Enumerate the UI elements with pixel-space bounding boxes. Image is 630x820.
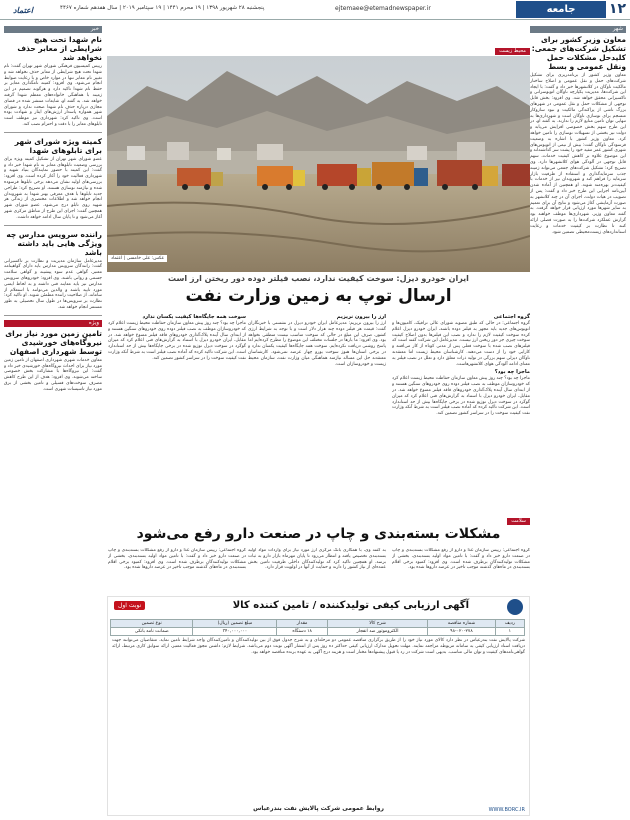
table-cell: ۳۴۰,۰۰۰,۰۰۰ bbox=[193, 628, 277, 636]
page-header bbox=[0, 0, 630, 20]
divider bbox=[4, 225, 102, 226]
newspaper-logo: اعتماد bbox=[12, 5, 34, 15]
section-label: جامعه bbox=[516, 1, 606, 18]
second-story-body-b: به گفته وی، با همکاری بانک مرکزی ارز مورد نیاز برای واردات مواد اولیه بسته‌بندی تخصیص یافته و انتظار می‌رود تا پایان مهرماه بازار دارو به ثبات برسد. او همچنین تاکید کرد که تولیدکنندگان داخلی ظرفیت تامین بخش عمده‌ای از نیاز کشور را دارند و حمایت از آنها در اولویت قرار دارد. bbox=[248, 548, 386, 571]
main-story-subhead: گروه اجتماعی bbox=[493, 314, 530, 320]
table-cell: الکتروموتور ضد انفجار bbox=[327, 628, 427, 636]
ad-col-header: مقدار bbox=[277, 620, 328, 628]
dateline: پنجشنبه ۲۸ شهریور ۱۳۹۸ | ۱۹ محرم ۱۴۴۱ | ۱۹ سپتامبر ۲۰۱۹ | سال هفدهم شماره ۴۴۶۷ bbox=[60, 5, 265, 11]
left-story-3-headline: راننده سرویس مدارس چه ویژگی هایی باید داشته باشد bbox=[6, 229, 102, 257]
left-story-3-body: مدیرعامل سازمان مدیریت و نظارت بر تاکسیرانی گفت: رانندگان سرویس مدارس باید دارای گواهینامه معتبر، گواهی عدم سوء پیشینه و گواهی سلامت جسمی و روانی باشند. وی افزود: خودروهای سرویس مدارس نیز باید معاینه فنی داشته و به لحاظ ایمنی مورد تایید باشند و والدین می‌توانند با استعلام از سامانه، از صلاحیت راننده مطمئن شوند. او تاکید کرد: نظارت بر سرویس‌ها در طول سال تحصیلی به طور مستمر انجام خواهد شد. bbox=[4, 258, 102, 310]
main-story-subhead: ارز را بیرون نریزیم bbox=[336, 314, 386, 320]
ad-footer: روابط عمومی شرکت پالایش نفت بندرعباس bbox=[253, 805, 384, 812]
main-story-body-c: ارز را بیرون نریزیم: مدیرعامل ایران خودرو دیزل در نشستی با خبرنگاران گفت: قیمت هر فیلتر دوده چند هزار دلار است و با توجه به شرایط ارزی کشور، صرف این مبلغ در حالی که سوخت مناسب نیست منطقی نخواهد بود. وی افزود: ما بارها در جلسات مختلف این موضوع را مطرح کرده‌ایم اما پاسخ روشنی دریافت نکرده‌ایم. سوخت همه جایگاه‌ها کیفیت یکسان ندارد و در برخی استان‌ها هنوز سوخت یورو چهار عرضه نمی‌شود. کارشناسان معتقدند حل این مساله نیازمند هماهنگی میان وزارت نفت، سازمان محیط زیست و خودروسازان است. bbox=[248, 321, 386, 367]
ad-col-header: نوع تضمین bbox=[111, 620, 193, 628]
left-story-2-body: عضو شورای شهر تهران از تشکیل کمیته ویژه برای بررسی وضعیت تابلوهای معابر به نام شهدا خبر داد و گفت: این کمیته با حضور نمایندگان بنیاد شهید و شهرداری فعالیت خود را آغاز کرده است. وی افزود: بررسی‌های اولیه نشان می‌دهد برخی تابلوها فرسوده شده و نیازمند نوسازی هستند. او تصریح کرد: طراحی جدید تابلوها با هدف معرفی بهتر شهدا به شهروندان انجام خواهد شد و اطلاعات مختصری از زندگی هر شهید روی تابلو درج می‌شود. عضو شورای شهر همچنین گفت: اجرای این طرح از مناطق مرکزی شهر آغاز می‌شود و تا پایان سال ادامه خواهد داشت. bbox=[4, 156, 102, 220]
left-column bbox=[4, 26, 102, 816]
second-story-headline: مشکلات بسته‌بندی و چاپ در صنعت دارو رفع می‌شود bbox=[136, 526, 501, 542]
main-story-kicker: ایران خودرو دیزل: سوخت کیفیت ندارد، نصب فیلتر دوده دور ریختن ارز است bbox=[168, 274, 469, 283]
left-column-tag-2: ویژه bbox=[4, 320, 102, 327]
second-story-tag: سلامت bbox=[507, 518, 530, 525]
divider bbox=[4, 132, 102, 133]
main-story-subhead: ماجرا چه بود؟ bbox=[494, 369, 530, 376]
divider bbox=[4, 315, 102, 316]
ad-badge: نوبت اول bbox=[114, 601, 145, 610]
left-story-2-headline: کمیته ویژه شورای شهر برای تابلوهای شهدا bbox=[14, 136, 102, 155]
ad-col-header: مبلغ تضمین (ریال) bbox=[193, 620, 277, 628]
ad-body: شرکت پالایش نفت بندرعباس در نظر دارد کالای مورد نیاز خود را از طریق برگزاری مناقصه عمومی دو مرحله‌ای و به شرح جدول فوق از بین تولیدکنندگان و تامین‌کنندگان واجد شرایط تامین نماید. متقاضیان می‌توانند جهت دریافت اسناد ارزیابی کیفی به سامانه مربوطه مراجعه نمایند. مهلت تحویل مدارک ارزیابی کیفی حداکثر ده روز پس از انتشار آگهی نوبت دوم می‌باشد. شرایط لازم: داشتن مجوز فعالیت معتبر، ارائه سوابق کاری مرتبط، ارائه گواهی‌نامه‌های کیفیت و توان مالی مناسب. بدیهی است شرکت در رد یا قبول پیشنهادها مختار است و هزینه درج آگهی به عهده برنده مناقصه خواهد بود. bbox=[112, 638, 525, 655]
right-column-tag: شهر bbox=[530, 26, 626, 33]
left-story-1-body: رییس کمیسیون فرهنگی شورای شهر تهران گفت: نام شهدا تحت هیچ شرایطی از معابر حذف نخواهد شد و تغییر نام معابر تنها در موارد خاص و با رعایت ضوابط انجام می‌شود. وی افزود: کمیته نامگذاری معابر بر حفظ نام شهدا تاکید دارد و هرگونه تصمیم در این زمینه با هماهنگی خانواده‌های معظم شهدا گرفته خواهد شد. به گفته او، شایعات منتشر شده در فضای مجازی درباره حذف نام شهدا صحت ندارد و شورای شهر همواره پاسدار ارزش‌های ایثار و شهادت بوده است. وی تاکید کرد: شهرداری نیز موظف است تابلوهای معابر را با دقت و احترام نصب کند. bbox=[4, 64, 102, 127]
table-row bbox=[111, 628, 525, 636]
main-story-body-a: گروه اجتماعی: در حالی که طبق مصوبه شورای عالی ترافیک، کامیون‌ها و اتوبوس‌های جدید باید مجهز به فیلتر دوده باشند، ایران خودرو دیزل اعلام کرده سوخت کیفیت لازم را ندارد و نصب این فیلترها بدون اصلاح کیفیت سوخت چیزی جز دور ریختن ارز نیست. مدیرعامل این شرکت گفته است که فیلترهای نصب شده با سوخت فعلی پس از مدتی کوتاه از کار می‌افتند و کارایی خود را از دست می‌دهند. کارشناسان محیط زیست اما معتقدند ناوگان دیزلی سهم بزرگی در تولید ذرات معلق دارد و تعلل در نصب فیلتر به معنای ادامه آلودگی هوای کلانشهرهاست. bbox=[392, 321, 530, 367]
second-story-col-1 bbox=[392, 548, 530, 592]
main-story-body-b-cont: ماجرا چه بود؟ چند روز پیش معاون سازمان حفاظت محیط زیست اعلام کرد که خودروسازان موظف به نصب فیلتر دوده روی خودروهای سنگین هستند و از ابتدای سال آینده پلاک‌گذاری خودروهای فاقد فیلتر ممنوع خواهد شد. در مقابل، ایران خودرو دیزل با استناد به گزارش‌های فنی اعلام کرد که میزان گوگرد در سوخت دیزل توزیع شده در برخی جایگاه‌ها بیش از حد استاندارد است. این شرکت تاکید کرده که آماده نصب فیلتر است به شرط آنکه وزارت نفت کیفیت سوخت را در سراسر کشور تضمین کند. bbox=[108, 321, 246, 361]
right-column-headline: معاون وزیر کشور برای تشکیل شرکت‌های جمعی: کلیدحل مشکلات حمل ونقل عمومی و بسط bbox=[531, 35, 626, 71]
company-logo-icon bbox=[507, 599, 523, 615]
main-photo bbox=[107, 56, 530, 272]
second-story-col-2 bbox=[248, 548, 386, 592]
right-column-body: معاون وزیر کشور از برنامه‌ریزی برای تشکیل شرکت‌های حمل و نقل عمومی و اصلاح ساختار مالکیت ناوگان در کلانشهرها خبر داد و گفت: با ایجاد این شرکت‌ها، مدیریت یکپارچه ناوگان اتوبوسرانی و تاکسیرانی محقق خواهد شد. وی افزود: بخش قابل توجهی از مشکلات حمل و نقل عمومی در شهرهای بزرگ ناشی از پراکندگی مالکیت و نبود سازوکار منسجم برای نوسازی ناوگان است و شهرداری‌ها به تنهایی توان تامین منابع لازم را ندارند. به گفته او، در این طرح سهم بخش خصوصی افزایش می‌یابد و دولت نیز بخشی از تسهیلات نوسازی را تامین خواهد کرد. معاون وزیر کشور با اشاره به وضعیت فرسودگی ناوگان گفت: بیش از نیمی از اتوبوس‌های شهری کشور عمر مفید خود را پشت سر گذاشته‌اند و این موضوع علاوه بر کاهش کیفیت خدمات، سهم قابل توجهی در آلودگی هوای کلانشهرها دارد. وی تصریح کرد: تشکیل شرکت‌های جمعی می‌تواند زمینه جذب سرمایه‌گذاری و استفاده از ظرفیت بازار سرمایه را فراهم کند و شهروندان نیز از خدمات با کیفیت‌تر بهره‌مند شوند. او همچنین از آماده شدن آیین‌نامه اجرایی این طرح خبر داد و گفت: پس از تصویب در هیات دولت، اجرای آن در چند کلانشهر به صورت آزمایشی آغاز می‌شود و نتایج آن برای تعمیم به سایر شهرها مورد ارزیابی قرار خواهد گرفت. به گفته معاون وزیر، شهرداری‌ها موظف خواهند بود گزارش عملکرد شرکت‌ها را به صورت فصلی ارائه کنند تا نظارت بر کیفیت خدمات و رعایت استانداردهای زیست‌محیطی تضمین شود. bbox=[530, 73, 626, 235]
ad-header bbox=[108, 597, 529, 617]
tender-advertisement bbox=[107, 596, 530, 816]
left-story-4-headline: تامین زمین مورد نیاز برای نیروگاه‌های خورشیدی توسط شهرداری اصفهان bbox=[5, 328, 102, 356]
main-story-tag: محیط زیست bbox=[495, 48, 530, 55]
main-story-body-b: ماجرا چه بود؟ چند روز پیش معاون سازمان حفاظت محیط زیست اعلام کرد که خودروسازان موظف به نصب فیلتر دوده روی خودروهای سنگین هستند و از ابتدای سال آینده پلاک‌گذاری خودروهای فاقد فیلتر ممنوع خواهد شد. در مقابل، ایران خودرو دیزل با استناد به گزارش‌های فنی اعلام کرد که میزان گوگرد در سوخت دیزل توزیع شده در برخی جایگاه‌ها بیش از حد استاندارد است. این شرکت تاکید کرده که آماده نصب فیلتر است به شرط آنکه وزارت نفت کیفیت سوخت را در سراسر کشور تضمین کند. bbox=[392, 376, 530, 417]
photo-credit: عکس: علی خامسی | اعتماد bbox=[108, 255, 167, 262]
table-cell: ۱۸ دستگاه bbox=[277, 628, 328, 636]
truck-yard-photo bbox=[107, 56, 530, 272]
section-email: ejtemaee@etemadnewspaper.ir bbox=[335, 5, 431, 12]
main-story-headline: ارسال توپ به زمین وزارت نفت bbox=[185, 286, 452, 306]
ad-col-header: شماره مناقصه bbox=[428, 620, 496, 628]
ad-col-header: ردیف bbox=[495, 620, 524, 628]
table-cell: ۱ bbox=[495, 628, 524, 636]
main-story-col-3 bbox=[108, 312, 246, 517]
left-story-1-headline: نام شهدا تحت هیچ شرایطی از معابر حذف نخواهد شد bbox=[17, 35, 102, 62]
left-story-4-body: معاون خدمات شهری شهرداری اصفهان از تامین زمین مورد نیاز برای احداث نیروگاه‌های خورشیدی خبر داد و گفت: این نیروگاه‌ها با مشارکت بخش خصوصی ساخته می‌شوند. وی افزود: هدف از این طرح کاهش مصرف سوخت‌های فسیلی و تامین بخشی از برق مورد نیاز تاسیسات شهری است. bbox=[4, 357, 102, 392]
right-column bbox=[530, 26, 626, 816]
left-column-tag: خبر bbox=[4, 26, 102, 33]
ad-col-header: شرح کالا bbox=[327, 620, 427, 628]
second-story-col-3 bbox=[108, 548, 246, 592]
second-story-body-a: گروه اجتماعی: رییس سازمان غذا و دارو از رفع مشکلات بسته‌بندی و چاپ در صنعت دارو خبر داد و گفت: با تامین مواد اولیه بسته‌بندی، بخشی از مشکلات تولیدکنندگان برطرف شده است. وی افزود: کمبود برخی اقلام بسته‌بندی در ماه‌های گذشته موجب تاخیر در عرضه داروها شده بود. bbox=[392, 548, 530, 571]
ad-website: WWW.BORC.IR bbox=[488, 807, 525, 813]
main-story-col-1 bbox=[392, 312, 530, 517]
ad-table bbox=[110, 619, 525, 636]
ad-table-header bbox=[111, 620, 525, 628]
ad-title: آگهی ارزیابی کیفی تولیدکننده / تامین کننده کالا bbox=[232, 600, 469, 611]
page-number: ۱۲ bbox=[608, 1, 626, 17]
table-cell: ضمانت نامه بانکی bbox=[111, 628, 193, 636]
table-cell: ۹۸-۰۲۰-۲۷۸ bbox=[428, 628, 496, 636]
main-story-subhead: سوخت همه جایگاه‌ها کیفیت یکسان ندارد bbox=[142, 314, 246, 320]
main-story-col-2 bbox=[248, 312, 386, 517]
second-story-body-a-cont: گروه اجتماعی: رییس سازمان غذا و دارو از رفع مشکلات بسته‌بندی و چاپ در صنعت دارو خبر داد و گفت: با تامین مواد اولیه بسته‌بندی، بخشی از مشکلات تولیدکنندگان برطرف شده است. وی افزود: کمبود برخی اقلام بسته‌بندی در ماه‌های گذشته موجب تاخیر در عرضه داروها شده بود. bbox=[108, 548, 246, 571]
